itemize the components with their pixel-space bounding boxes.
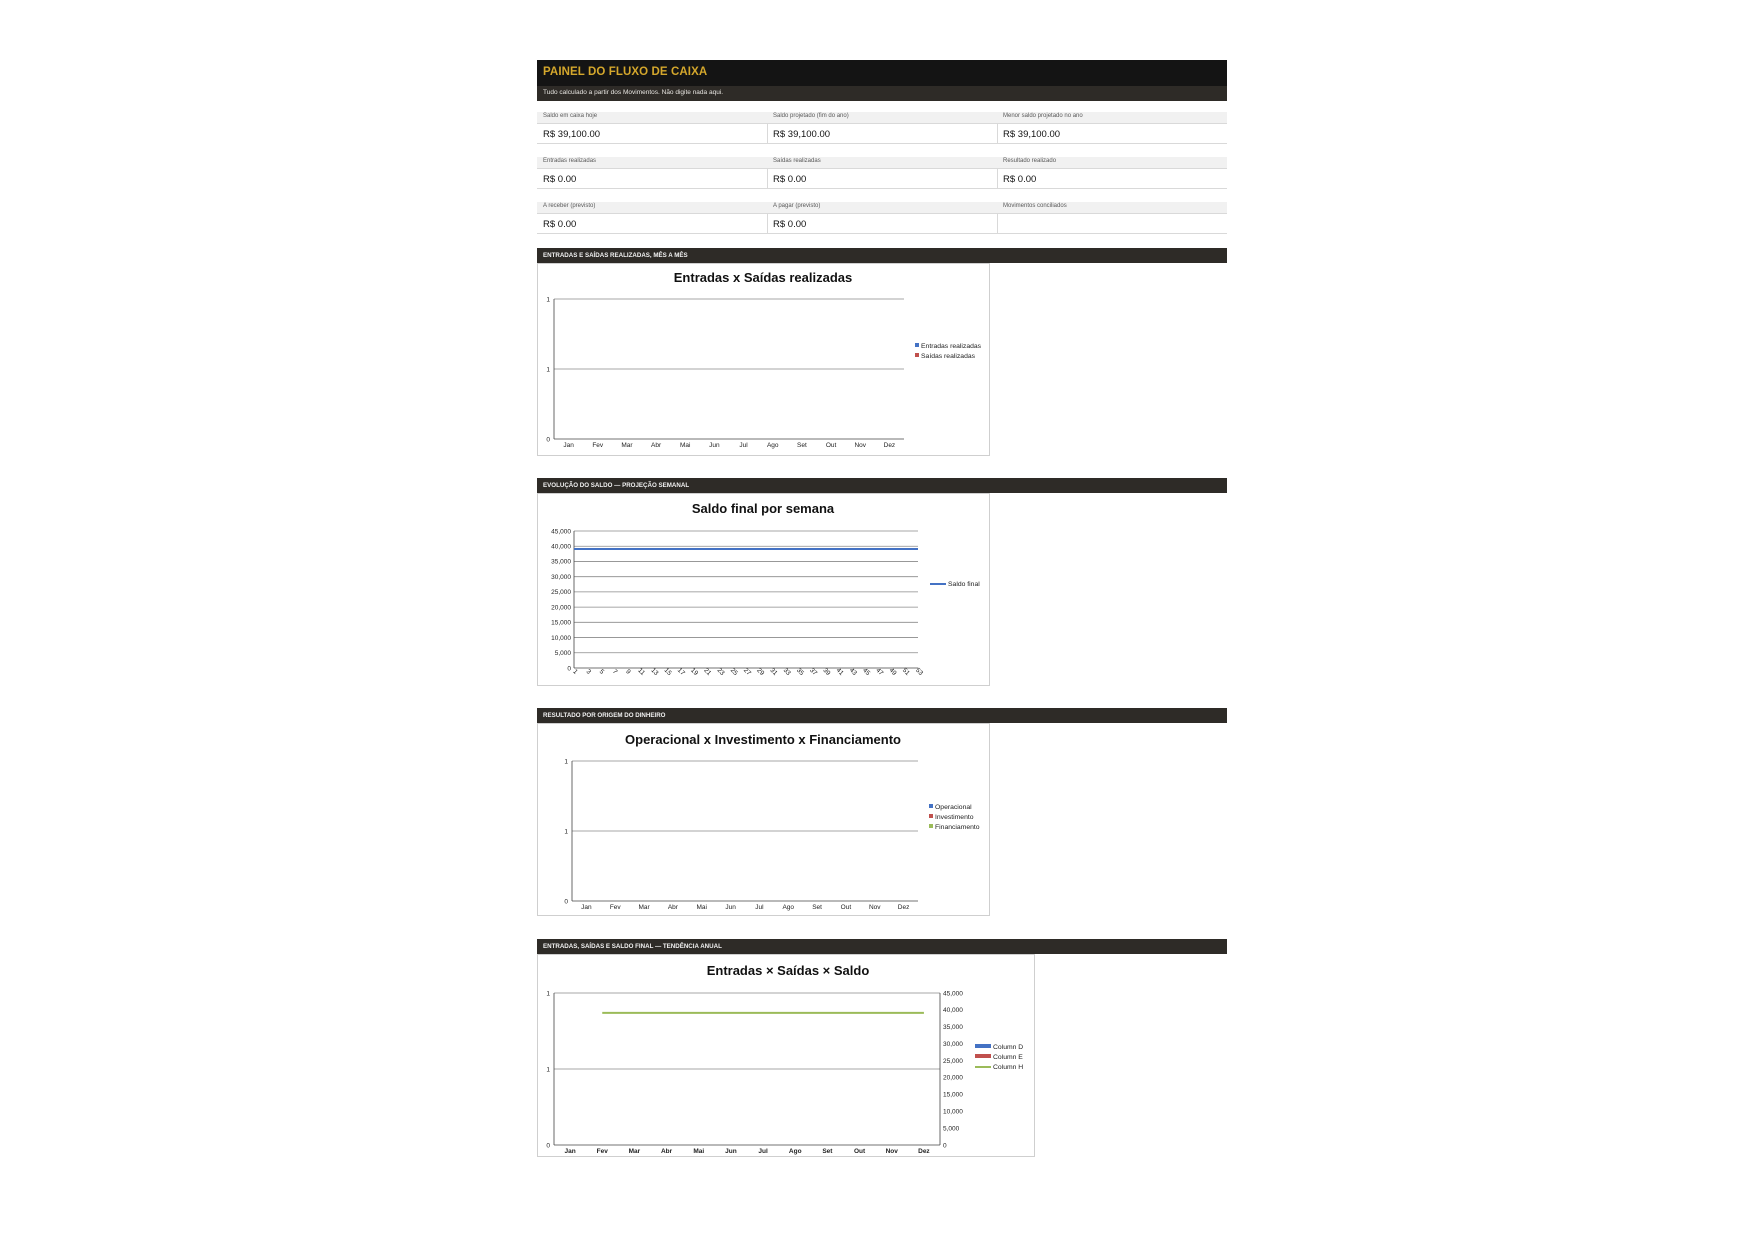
x-tick-label: Fev [609,904,621,911]
legend-label: Column H [993,1064,1024,1071]
x-tick-label: Mai [696,904,707,911]
legend-swatch [929,814,933,818]
legend-swatch [975,1044,991,1048]
chart-svg [538,494,991,687]
x-tick-label: Fev [596,1148,608,1155]
x-tick-label: 23 [715,666,726,677]
legend-swatch [929,804,933,808]
x-tick-label: 45 [861,666,872,677]
dashboard-sheet [537,60,1227,1155]
y2-tick-label: 0 [943,1142,947,1150]
x-tick-label: Set [822,1148,833,1155]
y2-tick-label: 15,000 [943,1091,963,1099]
section-title: ENTRADAS, SAÍDAS E SALDO FINAL — TENDÊNCIA ANUAL [543,943,722,950]
x-tick-label: 19 [689,666,700,677]
kpi-label-movimentos-conciliados: Movimentos conciliados [1003,203,1067,209]
kpi-value-row [537,214,1227,234]
x-tick-label: 51 [900,666,911,677]
chart-title: Operacional x Investimento x Financiamento [625,732,901,747]
kpi-label-entradas-realizadas: Entradas realizadas [543,158,597,164]
x-tick-label: 9 [624,668,632,676]
x-tick-label: Nov [885,1148,898,1155]
y-tick-label: 0 [564,898,568,906]
dashboard-subtitle: Tudo calculado a partir dos Movimentos. Não digite nada aqui. [543,89,724,96]
y-tick-label: 1 [546,366,550,374]
x-tick-label: Jul [758,1148,768,1155]
x-tick-label: Ago [782,904,795,911]
chart-svg [538,724,991,917]
section-title: EVOLUÇÃO DO SALDO — PROJEÇÃO SEMANAL [543,482,690,489]
legend-label: Financiamento [935,824,980,831]
x-tick-label: Mai [680,442,691,449]
x-tick-label: 15 [662,666,673,677]
x-tick-label: Dez [897,904,910,911]
kpi-value-row [537,124,1227,144]
chart-entradas-saidas-saldo[interactable] [537,954,1035,1157]
x-tick-label: Abr [660,1148,673,1155]
x-tick-label: Jun [709,442,720,449]
kpi-row-3 [537,202,1227,234]
y-tick-label: 0 [546,1142,550,1150]
x-tick-label: 29 [755,666,766,677]
section-title: RESULTADO POR ORIGEM DO DINHEIRO [543,712,666,719]
x-tick-label: 13 [649,666,660,677]
y-tick-label: 0 [546,436,550,444]
x-tick-label: Jun [725,1148,737,1155]
dashboard-subtitle-bar [537,86,1227,101]
kpi-label-saldo-hoje: Saldo em caixa hoje [543,113,598,119]
legend-label: Column E [993,1054,1023,1061]
x-tick-label: Mar [628,1148,641,1155]
x-tick-label: 53 [914,666,925,677]
kpi-label-a-receber: A receber (previsto) [543,203,596,209]
x-tick-label: 27 [742,666,753,677]
x-tick-label: Ago [788,1148,802,1155]
kpi-label-a-pagar: A pagar (previsto) [773,203,821,209]
x-tick-label: Set [797,442,807,449]
x-tick-label: Mai [693,1148,705,1155]
x-tick-label: Set [812,904,822,911]
y-tick-label: 35,000 [551,558,571,566]
x-tick-label: 5 [597,668,606,676]
x-tick-label: 7 [610,668,619,676]
x-tick-label: 25 [728,666,739,677]
y2-tick-label: 45,000 [943,990,963,998]
x-tick-label: 33 [781,666,792,677]
x-tick-label: 47 [874,666,885,677]
kpi-row-1 [537,112,1227,144]
y2-tick-label: 30,000 [943,1040,963,1048]
x-tick-label: Ago [766,442,779,449]
x-tick-label: 41 [834,666,845,677]
kpi-value-saldo-projetado[interactable]: R$ 39,100.00 [773,129,831,140]
x-tick-label: 17 [675,666,686,677]
legend-swatch [929,824,933,828]
x-tick-label: 31 [768,666,779,677]
kpi-label-resultado-realizado: Resultado realizado [1003,158,1057,164]
kpi-value-menor-saldo[interactable]: R$ 39,100.00 [1003,129,1061,140]
x-tick-label: Out [840,904,852,911]
kpi-label-menor-saldo: Menor saldo projetado no ano [1003,113,1083,119]
y-tick-label: 1 [546,296,550,304]
y2-tick-label: 10,000 [943,1108,963,1116]
legend-label: Investimento [935,814,974,821]
chart-svg [538,955,1036,1158]
kpi-label-row [537,202,1227,214]
y-tick-label: 25,000 [551,589,571,597]
y-tick-label: 0 [567,665,571,673]
x-tick-label: Out [853,1148,866,1155]
x-tick-label: Dez [883,442,896,449]
x-tick-label: Out [825,442,837,449]
kpi-value-entradas-realizadas[interactable]: R$ 0.00 [543,174,577,185]
kpi-label-row [537,157,1227,169]
chart-title: Saldo final por semana [691,501,835,516]
y-tick-label: 10,000 [551,634,571,642]
y2-tick-label: 25,000 [943,1057,963,1065]
y2-tick-label: 35,000 [943,1024,963,1032]
legend-label: Operacional [935,804,972,811]
kpi-value-row [537,169,1227,189]
kpi-value-saidas-realizadas[interactable]: R$ 0.00 [773,174,807,185]
x-tick-label: 21 [702,666,713,677]
x-tick-label: 35 [794,666,806,677]
section-title: ENTRADAS E SAÍDAS REALIZADAS, MÊS A MÊS [543,252,688,259]
x-tick-label: Abr [651,442,662,449]
kpi-label-row [537,112,1227,124]
y-tick-label: 15,000 [551,619,571,627]
x-tick-label: Nov [854,442,867,449]
chart-title: Entradas x Saídas realizadas [673,270,853,285]
x-tick-label: Jan [563,442,574,449]
y-tick-label: 1 [546,990,550,998]
chart-entradas-saidas-realizadas[interactable] [537,263,990,456]
x-tick-label: Mar [621,442,633,449]
y-tick-label: 5,000 [554,650,571,658]
x-tick-label: 37 [808,666,819,677]
y-tick-label: 40,000 [551,543,571,551]
y2-tick-label: 40,000 [943,1007,963,1015]
y-tick-label: 45,000 [551,528,571,536]
x-tick-label: Fev [592,442,604,449]
y-tick-label: 30,000 [551,573,571,581]
kpi-label-saidas-realizadas: Saídas realizadas [773,158,821,164]
x-tick-label: Mar [638,904,650,911]
chart-saldo-final-semana[interactable] [537,493,990,686]
section-bar-entradas-saidas [537,248,1227,263]
y2-tick-label: 5,000 [943,1125,960,1133]
chart-svg [538,264,991,457]
x-tick-label: Dez [918,1148,930,1155]
dashboard-title: PAINEL DO FLUXO DE CAIXA [543,66,708,78]
dashboard-banner [537,60,1227,86]
chart-title: Entradas × Saídas × Saldo [706,963,870,978]
x-tick-label: Nov [868,904,881,911]
y-tick-label: 1 [564,758,568,766]
section-bar-tendencia-anual [537,939,1227,954]
x-tick-label: 3 [584,668,593,676]
chart-operacional-investimento-financiamento[interactable] [537,723,990,916]
legend-swatch [915,353,919,357]
x-tick-label: 49 [887,666,898,677]
y2-tick-label: 20,000 [943,1074,963,1082]
x-tick-label: Jun [725,904,736,911]
legend-label: Entradas realizadas [921,343,982,350]
x-tick-label: 39 [821,666,832,677]
x-tick-label: Jan [564,1148,576,1155]
section-bar-evolucao-saldo [537,478,1227,493]
x-tick-label: Abr [667,904,678,911]
kpi-value-resultado-realizado[interactable]: R$ 0.00 [1003,174,1037,185]
x-tick-label: Jul [755,904,764,911]
x-tick-label: Jan [581,904,592,911]
x-tick-label: 43 [847,666,858,677]
section-bar-resultado-origem [537,708,1227,723]
x-tick-label: 11 [636,667,647,677]
kpi-label-saldo-projetado: Saldo projetado (fim do ano) [773,113,849,119]
legend-label: Saldo final [948,581,980,588]
legend-swatch [975,1054,991,1058]
kpi-row-2 [537,157,1227,189]
legend-swatch [915,343,919,347]
kpi-value-a-pagar[interactable]: R$ 0.00 [773,219,807,230]
y-tick-label: 1 [564,828,568,836]
y-tick-label: 1 [546,1066,550,1074]
x-tick-label: 1 [571,668,579,676]
legend-label: Saídas realizadas [921,353,976,360]
kpi-value-saldo-hoje[interactable]: R$ 39,100.00 [543,129,601,140]
kpi-value-a-receber[interactable]: R$ 0.00 [543,219,577,230]
legend-label: Column D [993,1044,1024,1051]
x-tick-label: Jul [739,442,748,449]
y-tick-label: 20,000 [551,604,571,612]
